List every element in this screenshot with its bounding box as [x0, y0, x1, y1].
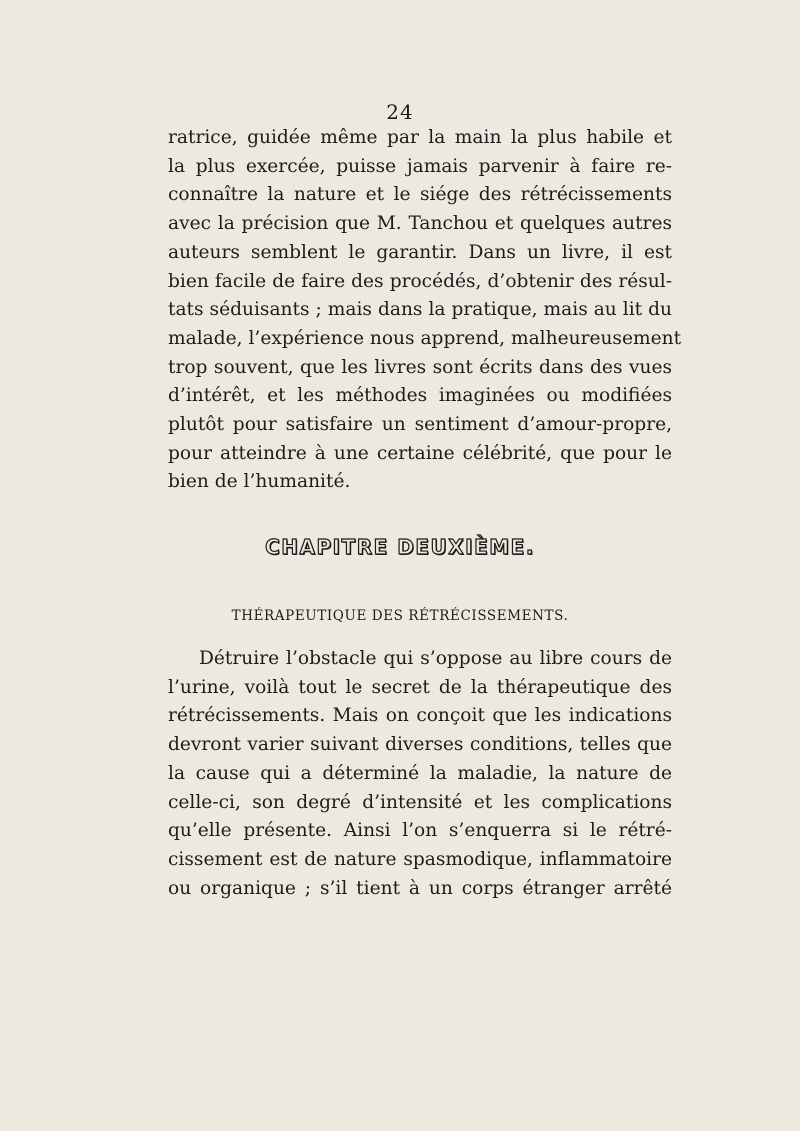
- text-line: pour atteindre à une certaine célébrité, que pour le: [168, 442, 672, 464]
- text-line: rétrécissements. Mais on conçoit que les indications: [168, 705, 672, 727]
- text-line: bien de l’humanité.: [168, 471, 351, 493]
- text-line: bien facile de faire des procédés, d’obtenir des résul-: [168, 270, 672, 292]
- text-line: Détruire l’obstacle qui s’oppose au libre cours de: [199, 648, 672, 669]
- page-number: 24: [386, 100, 414, 124]
- text-line: cissement est de nature spasmodique, inflammatoire: [168, 848, 672, 870]
- text-line: la plus exercée, puisse jamais parvenir à faire re-: [168, 155, 672, 177]
- text-line: qu’elle présente. Ainsi l’on s’enquerra si le rétré-: [168, 820, 672, 842]
- text-line: plutôt pour satisfaire un sentiment d’amour-propre,: [168, 414, 672, 436]
- paragraph-therapeutique: [168, 645, 672, 903]
- text-line: auteurs semblent le garantir. Dans un livre, il est: [168, 241, 672, 263]
- text-line: avec la précision que M. Tanchou et quelques autres: [168, 213, 672, 235]
- text-line: tats séduisants ; mais dans la pratique, mais au lit du: [168, 299, 672, 321]
- text-line: l’urine, voilà tout le secret de la thérapeutique des: [168, 676, 672, 698]
- paragraph-continued: [168, 124, 682, 497]
- text-line: malade, l’expérience nous apprend, malheureusement: [168, 327, 682, 349]
- text-line: d’intérêt, et les méthodes imaginées ou modifiées: [168, 385, 672, 407]
- text-line: celle-ci, son degré d’intensité et les complications: [168, 791, 672, 813]
- text-line: trop souvent, que les livres sont écrits dans des vues: [168, 356, 672, 378]
- text-line: ou organique ; s’il tient à un corps étranger arrêté: [168, 877, 672, 899]
- chapter-title: CHAPITRE DEUXIÈME.: [265, 535, 535, 559]
- section-title: THÉRAPEUTIQUE DES RÉTRÉCISSEMENTS.: [231, 608, 569, 624]
- text-line: ratrice, guidée même par la main la plus habile et: [168, 127, 672, 148]
- text-line: devront varier suivant diverses conditions, telles que: [168, 734, 672, 756]
- text-line: la cause qui a déterminé la maladie, la nature de: [168, 762, 672, 784]
- text-line: connaître la nature et le siége des rétrécissements: [168, 184, 672, 206]
